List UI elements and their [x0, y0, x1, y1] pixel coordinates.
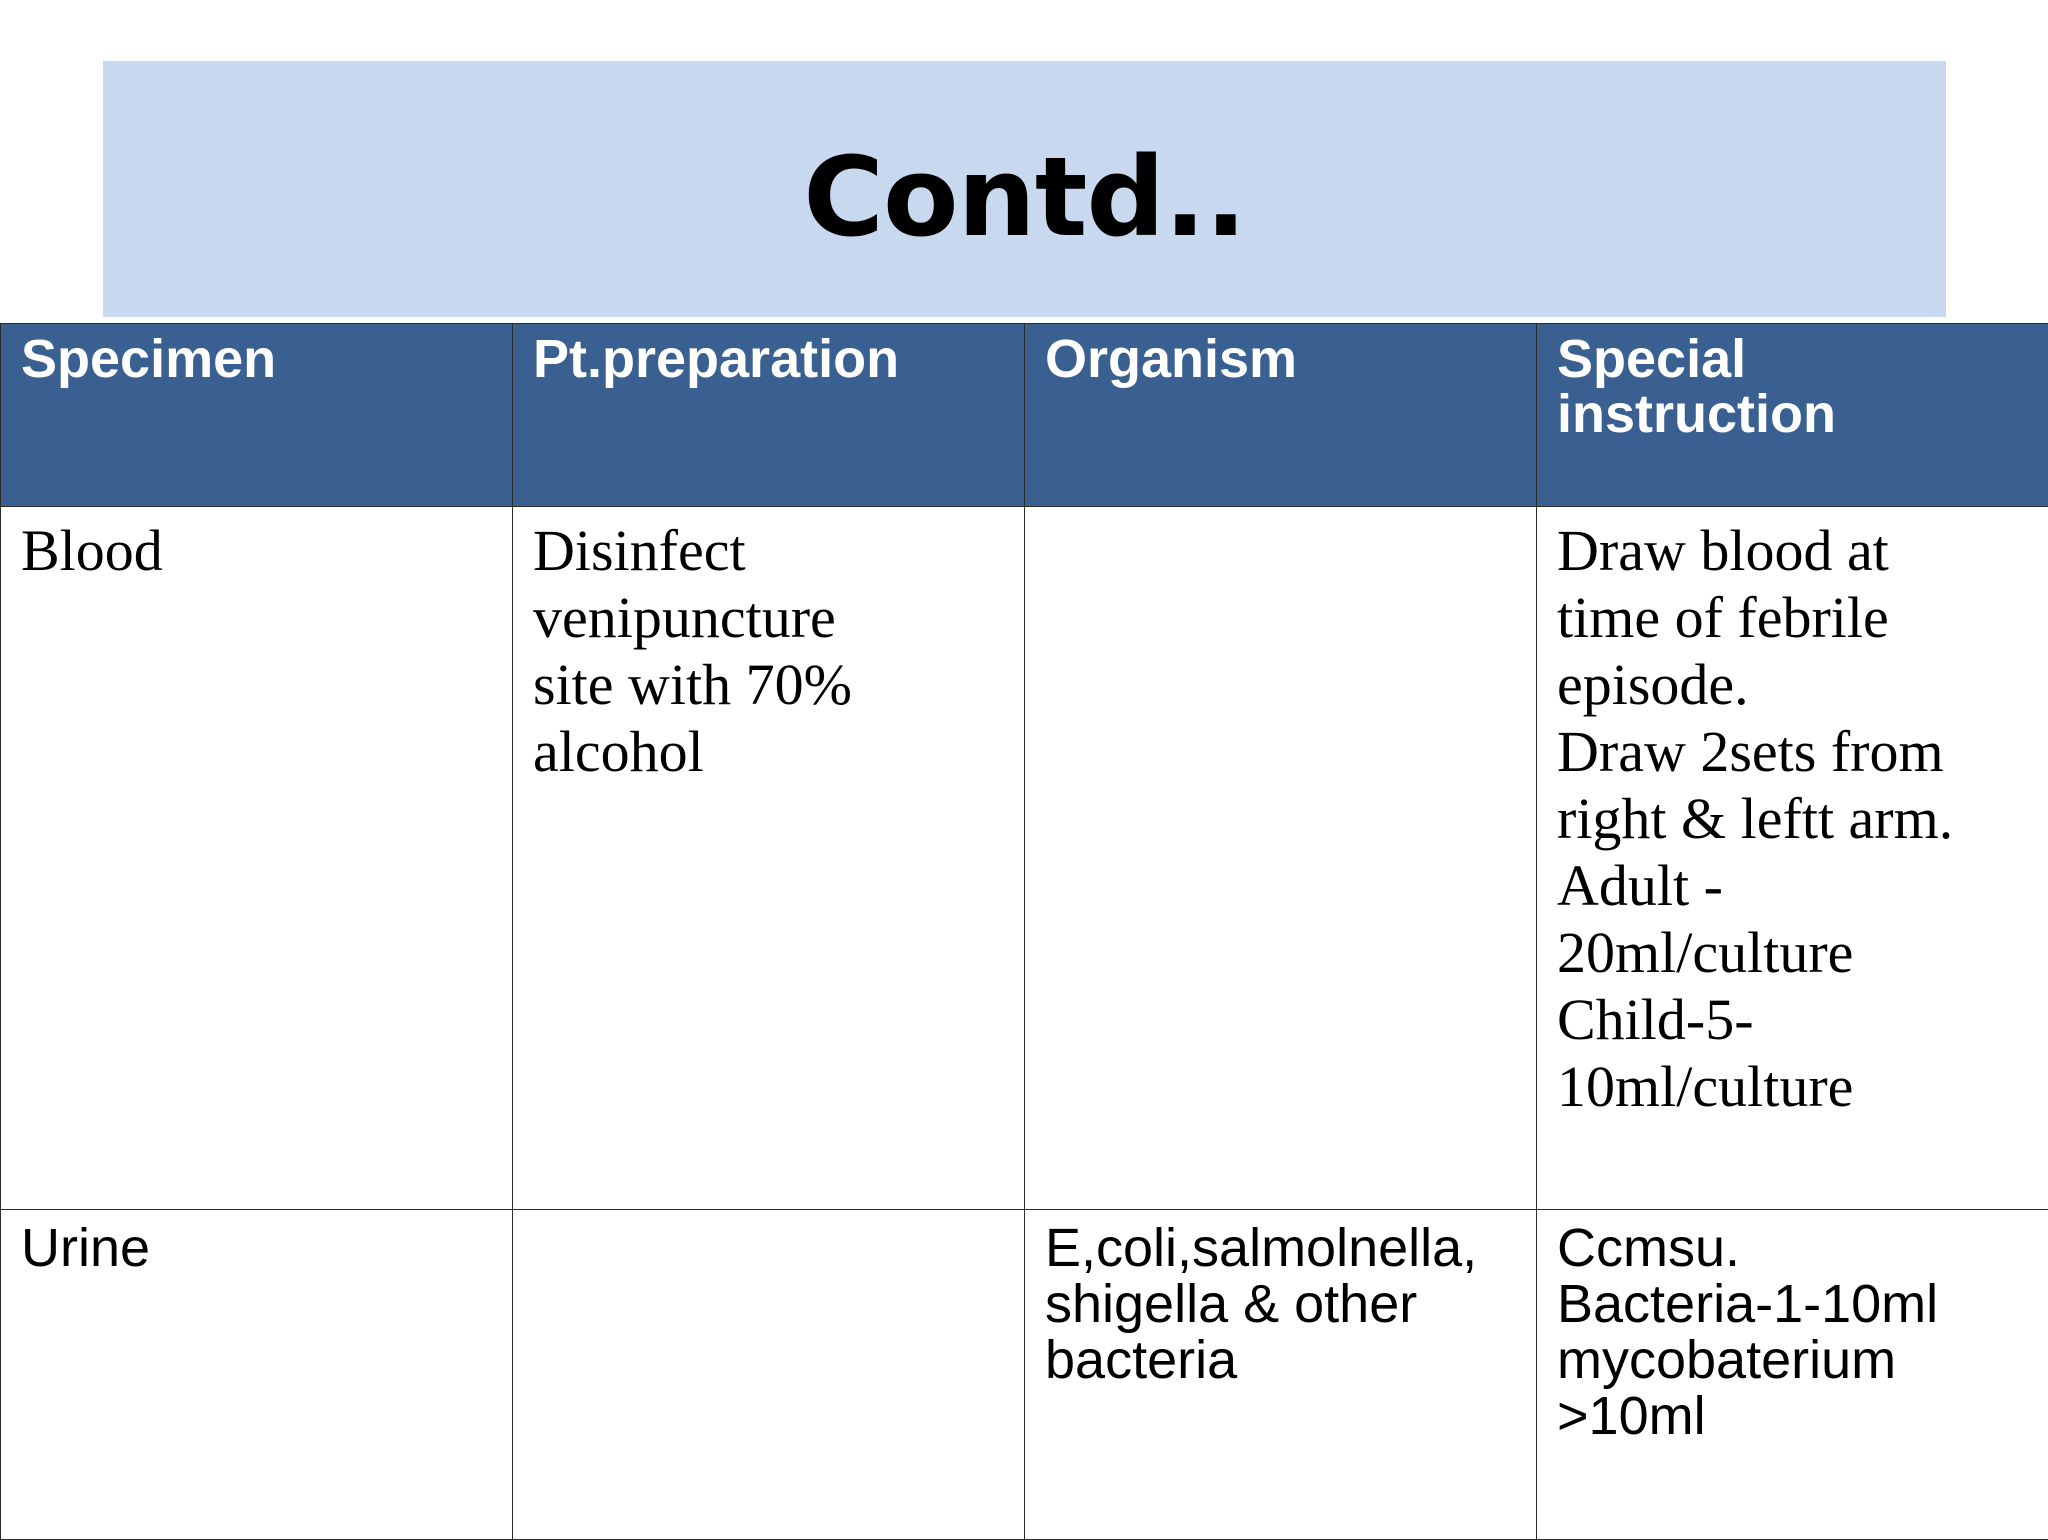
cell-line: Disinfect — [533, 517, 1004, 584]
cell-text: Urine — [21, 1220, 492, 1276]
cell-specimen-blood — [1, 507, 513, 1210]
cell-line: >10ml — [1557, 1388, 2028, 1444]
cell-line: mycobaterium — [1557, 1332, 2028, 1388]
header-pt-preparation: Pt.preparation — [513, 324, 1025, 507]
cell-line: Draw 2sets from — [1557, 718, 2028, 785]
table-header-row — [1, 324, 2048, 507]
cell-preparation-blood — [513, 507, 1025, 1210]
cell-line: Bacteria-1-10ml — [1557, 1276, 2028, 1332]
header-special-instruction: Special instruction — [1537, 324, 2048, 507]
cell-line: 20ml/culture — [1557, 919, 2028, 986]
cell-line: Draw blood at — [1557, 517, 2028, 584]
slide-title: Contd.. — [803, 133, 1246, 261]
cell-line: alcohol — [533, 718, 1004, 785]
header-organism: Organism — [1025, 324, 1537, 507]
cell-instruction-blood — [1537, 507, 2048, 1210]
cell-preparation-urine — [513, 1210, 1025, 1540]
cell-line: venipuncture — [533, 584, 1004, 651]
cell-instruction-urine — [1537, 1210, 2048, 1540]
cell-line: time of febrile — [1557, 584, 2028, 651]
header-specimen: Specimen — [1, 324, 513, 507]
cell-line: shigella & other — [1045, 1276, 1516, 1332]
title-bar — [103, 61, 1946, 317]
cell-text: Blood — [21, 517, 492, 584]
cell-line: Ccmsu. — [1557, 1220, 2028, 1276]
cell-line: 10ml/culture — [1557, 1053, 2028, 1120]
cell-organism-blood — [1025, 507, 1537, 1210]
table-row — [1, 1210, 2048, 1540]
cell-line: episode. — [1557, 651, 2028, 718]
cell-line: site with 70% — [533, 651, 1004, 718]
cell-line: Adult - — [1557, 852, 2028, 919]
specimen-table — [0, 323, 2048, 1540]
cell-line: right & leftt arm. — [1557, 785, 2028, 852]
cell-line: E,coli,salmolnella, — [1045, 1220, 1516, 1276]
table-row — [1, 507, 2048, 1210]
cell-line: Child-5- — [1557, 986, 2028, 1053]
cell-organism-urine — [1025, 1210, 1537, 1540]
cell-specimen-urine — [1, 1210, 513, 1540]
cell-line: bacteria — [1045, 1332, 1516, 1388]
